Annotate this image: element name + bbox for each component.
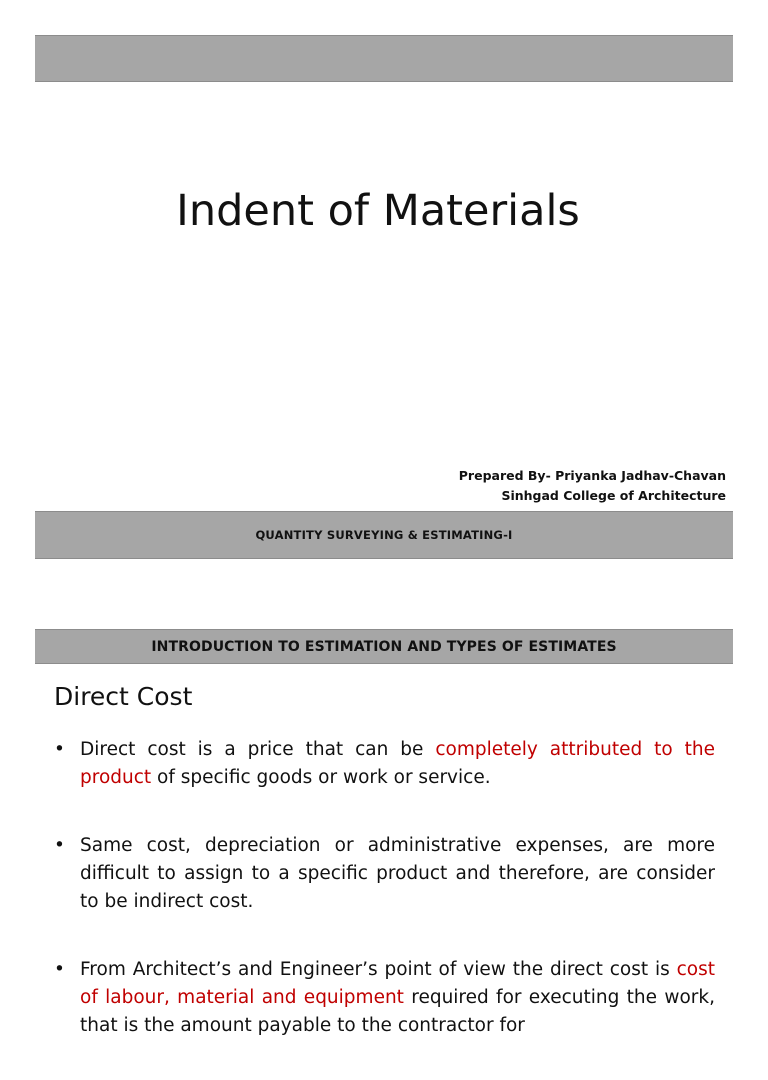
slide1-top-bar	[35, 35, 733, 82]
author-block	[459, 466, 726, 506]
bullet-text: of specific goods or work or service.	[151, 767, 491, 788]
bullet-item	[54, 736, 715, 792]
bullet-item	[54, 832, 715, 916]
bullet-dot-icon: •	[54, 739, 65, 760]
bullet-dot-icon: •	[54, 835, 65, 856]
slide2-header-bar	[35, 629, 733, 664]
bullet-text: required for executing the work, that is the amount payable to the contractor for	[80, 987, 715, 1036]
prepared-by-text: Prepared By- Priyanka Jadhav-Chavan	[458, 468, 726, 483]
bullet-text: Same cost, depreciation or administrative expenses, are more difficult to assign to a specific product and therefore, are consider to be indirect cost.	[80, 835, 715, 912]
bullet-text: Direct cost is a price that can be	[80, 739, 436, 760]
institution-text: Sinhgad College of Architecture	[501, 488, 726, 503]
bullet-text: From Architect’s and Engineer’s point of view the direct cost is	[80, 959, 677, 980]
bullet-highlight: completely attributed to the product	[80, 739, 715, 788]
section-title: INTRODUCTION TO ESTIMATION AND TYPES OF ESTIMATES	[151, 638, 617, 655]
direct-cost-heading: Direct Cost	[54, 682, 193, 711]
slide-title: Indent of Materials	[176, 186, 580, 236]
slide1-footer-bar	[35, 511, 733, 559]
bullet-item	[54, 956, 715, 1040]
course-title: QUANTITY SURVEYING & ESTIMATING-I	[255, 528, 513, 542]
bullet-dot-icon: •	[54, 959, 65, 980]
bullet-highlight: cost of labour, material and equipment	[80, 959, 715, 1008]
bullet-list	[54, 736, 715, 1080]
